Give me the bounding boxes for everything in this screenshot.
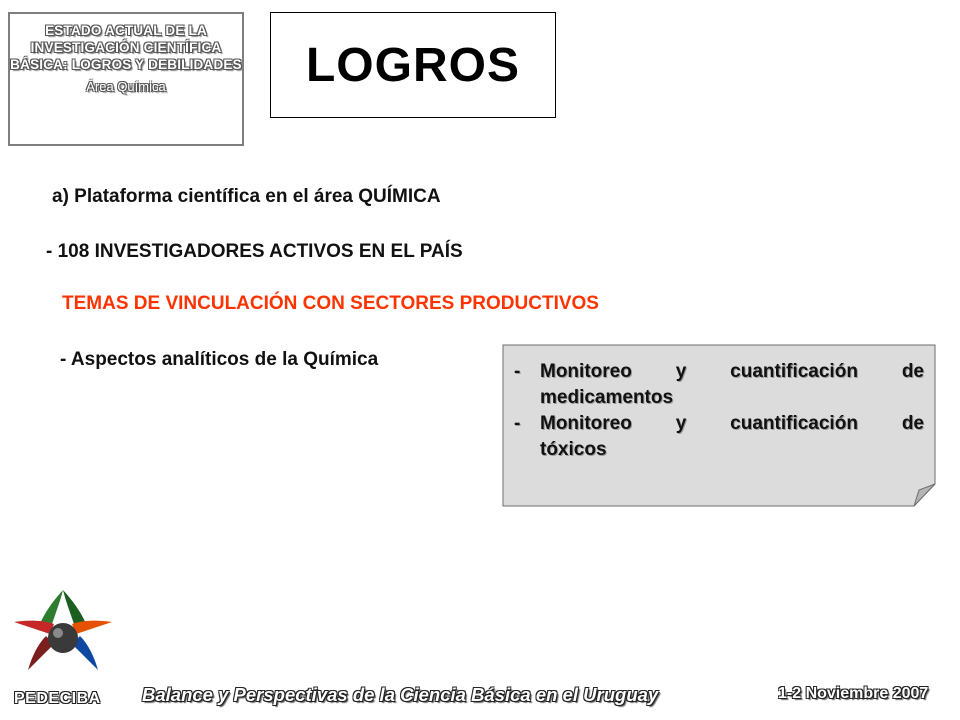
logo-label: PEDECIBA xyxy=(14,690,101,707)
footer-event: Balance y Perspectivas de la Ciencia Básica en el Uruguay xyxy=(142,684,659,705)
researchers-line: - 108 INVESTIGADORES ACTIVOS EN EL PAÍS xyxy=(46,241,463,262)
note-item-cont: medicamentos xyxy=(540,387,674,408)
note-text xyxy=(514,359,924,463)
slide-title: LOGROS xyxy=(305,38,520,92)
footer-date: 1-2 Noviembre 2007 xyxy=(778,685,929,702)
pedeciba-star-logo-icon xyxy=(4,584,122,676)
header-subtitle: Área Química xyxy=(86,79,166,94)
note-dash: - xyxy=(514,413,521,434)
themes-line: TEMAS DE VINCULACIÓN CON SECTORES PRODUCTIVOS xyxy=(62,293,599,314)
platform-line: a) Plataforma científica en el área QUÍMICA xyxy=(52,186,441,207)
note-item-line: Monitoreo y cuantificación de xyxy=(540,413,924,434)
note-item-line: Monitoreo y cuantificación de xyxy=(540,361,924,382)
note-item-cont: tóxicos xyxy=(540,439,607,460)
note-item-toxicos xyxy=(514,411,924,437)
note-item-medicamentos xyxy=(514,359,924,385)
aspects-line: - Aspectos analíticos de la Química xyxy=(60,349,379,370)
slide-title-box xyxy=(270,12,556,118)
header-box xyxy=(8,12,244,146)
header-title: ESTADO ACTUAL DE LA INVESTIGACIÓN CIENTÍFICA BÁSICA: LOGROS Y DEBILIDADES xyxy=(10,23,242,72)
note-dash: - xyxy=(514,361,521,382)
note-box xyxy=(502,344,938,510)
